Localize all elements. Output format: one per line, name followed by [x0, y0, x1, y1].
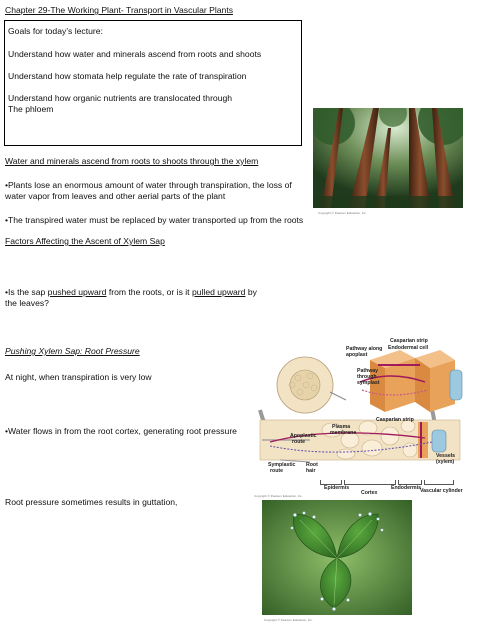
section-heading-xylem: Water and minerals ascend from roots to shoots through the xylem	[5, 156, 259, 166]
goal-item: Understand how stomata help regulate the rate of transpiration	[8, 71, 247, 81]
label-vessels: Vessels	[436, 453, 456, 459]
label-pathway-apoplast: Pathway along	[346, 346, 383, 352]
bullet-transpiration-cont: water vapor from leaves and other aerial parts of the plant	[5, 191, 226, 201]
label-vessels-xylem: (xylem)	[436, 459, 455, 465]
goals-heading: Goals for today’s lecture:	[8, 26, 103, 36]
section-heading-factors: Factors Affecting the Ascent of Xylem Sap	[5, 236, 165, 246]
bracket-vascular-cylinder	[424, 480, 454, 485]
bullet-replacement: •The transpired water must be replaced by water transported up from the roots	[5, 215, 304, 225]
redwood-forest-photo	[313, 108, 463, 208]
label-pathway-symplast-3: symplast	[357, 380, 380, 386]
label-epidermis: Epidermis	[324, 485, 350, 491]
label-pathway-apoplast-2: apoplast	[346, 352, 368, 358]
goal-item: The phloem	[8, 104, 54, 114]
pushed-upward-text: pushed upward	[47, 287, 107, 297]
pulled-upward-text: pulled upward	[191, 287, 246, 297]
question-sap-direction-cont: the leaves?	[5, 298, 49, 308]
root-pressure-night: At night, when transpiration is very low	[5, 372, 152, 382]
guttation-leaf-photo	[262, 500, 412, 615]
question-text: from the roots, or is it	[106, 287, 192, 297]
label-symplastic-route: Symplastic	[268, 462, 296, 468]
forest-photo-caption: Copyright © Pearson Education, Inc.	[318, 211, 367, 215]
label-apoplastic-route: Apoplastic	[290, 433, 317, 439]
label-cortex: Cortex	[361, 490, 378, 496]
label-casparian-strip-mid: Casparian strip	[376, 417, 414, 423]
leaf-photo-caption: Copyright © Pearson Education, Inc.	[264, 618, 313, 622]
goal-item: Understand how organic nutrients are translocated through	[8, 93, 233, 103]
label-root-hair: Root	[306, 462, 318, 468]
section-heading-root-pressure: Pushing Xylem Sap: Root Pressure	[5, 346, 140, 356]
label-symplastic-route-2: route	[270, 468, 283, 474]
label-pathway-symplast: Pathway	[357, 368, 379, 374]
bullet-transpiration: •Plants lose an enormous amount of water through transpiration, the loss of	[5, 180, 292, 190]
label-plasma-membrane-2: membrane	[330, 430, 357, 436]
question-sap-direction	[5, 287, 257, 298]
label-casparian-strip-top: Casparian strip	[390, 338, 428, 344]
diagram-caption: Copyright © Pearson Education, Inc.	[254, 494, 303, 498]
label-apoplastic-route-2: route	[292, 439, 305, 445]
goals-box	[4, 20, 302, 146]
bracket-cortex	[344, 480, 396, 485]
guttation-text: Root pressure sometimes results in guttation,	[5, 497, 178, 507]
root-pressure-bullet: •Water flows in from the root cortex, generating root pressure	[5, 426, 237, 436]
chapter-title: Chapter 29-The Working Plant- Transport in Vascular Plants	[5, 5, 233, 15]
label-root-hair-2: hair	[306, 468, 316, 474]
goal-item: Understand how water and minerals ascend from roots and shoots	[8, 49, 262, 59]
label-vascular-cylinder: Vascular cylinder	[420, 488, 463, 494]
question-text: by	[245, 287, 257, 297]
label-endodermis: Endodermis	[391, 485, 421, 491]
label-pathway-symplast-2: through	[357, 374, 377, 380]
label-plasma-membrane: Plasma	[332, 424, 351, 430]
question-text: •Is the sap	[5, 287, 48, 297]
label-endodermal-cell: Endodermal cell	[388, 345, 429, 351]
